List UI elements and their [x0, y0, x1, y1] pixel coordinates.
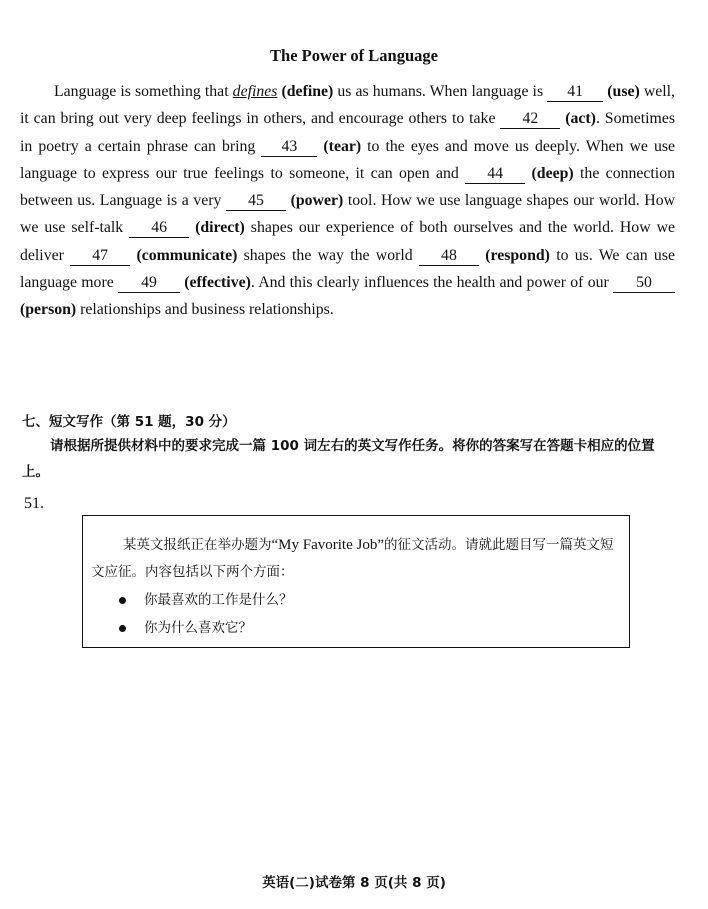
blank-47: 47 — [70, 246, 130, 266]
bullet-icon — [119, 625, 126, 632]
prompt-text: 某英文报纸正在举办题为 — [123, 537, 272, 553]
passage-text: well, it can bring out very deep feelings in others, and encourage others to take — [20, 83, 675, 128]
word-hint: (person) — [20, 301, 77, 319]
section-instruction: 请根据所提供材料中的要求完成一篇 100 词左右的英文写作任务。将你的答案写在答题卡相应的位置上。 — [22, 438, 655, 480]
passage-text: to us. We can use language more — [20, 246, 675, 292]
section-heading: 七、短文写作（第 51 题，30 分） — [22, 414, 236, 430]
passage-text: Language is something that — [54, 83, 233, 100]
list-item — [119, 586, 293, 614]
page-footer: 英语(二)试卷第 8 页(共 8 页) — [262, 875, 446, 891]
prompt-text: 的征文活动。请就此题目写一篇英文短文应征。内容包括以下两个方面： — [91, 537, 614, 580]
bullet-icon — [119, 597, 126, 604]
blank-48: 48 — [419, 246, 479, 266]
passage-body — [20, 78, 675, 324]
passage-title: The Power of Language — [270, 46, 438, 65]
blank-49: 49 — [118, 273, 180, 293]
word-hint: (define) — [281, 83, 334, 100]
example-answer: defines — [232, 83, 278, 100]
passage-text: shapes our experience of both ourselves and the world. How we deliver — [20, 219, 675, 264]
blank-43: 43 — [261, 137, 317, 157]
passage-text: . And this clearly influences the health and power of our — [250, 274, 613, 292]
bullet-text: 你为什么喜欢它？ — [144, 620, 252, 636]
blank-41: 41 — [547, 82, 603, 102]
blank-42: 42 — [500, 109, 560, 129]
passage-text: us as humans. When language is — [333, 83, 548, 100]
word-hint: (deep) — [531, 164, 574, 182]
word-hint: (communicate) — [136, 246, 238, 264]
word-hint: (act) — [565, 110, 596, 128]
writing-prompt — [91, 532, 621, 586]
blank-45: 45 — [226, 191, 286, 211]
word-hint: (respond) — [485, 246, 550, 264]
word-hint: (tear) — [323, 137, 362, 155]
essay-topic: “My Favorite Job” — [271, 537, 384, 553]
word-hint: (effective) — [184, 274, 251, 292]
passage-text: to the eyes and move us deeply. When we use language to express our true feelings to someone, it can open and — [20, 137, 676, 182]
writing-prompt-box — [82, 515, 630, 648]
prompt-bullets — [119, 586, 293, 642]
bullet-text: 你最喜欢的工作是什么？ — [144, 592, 293, 608]
word-hint: (direct) — [195, 219, 245, 237]
passage-text: the connection between us. Language is a very — [20, 164, 675, 210]
question-number: 51. — [24, 495, 44, 512]
word-hint: (power) — [290, 192, 344, 210]
blank-50: 50 — [613, 273, 675, 293]
word-hint: (use) — [607, 83, 640, 100]
passage-text: tool. How we use language shapes our world. How we use self-talk — [20, 192, 675, 237]
passage-text: shapes the way the world — [237, 246, 419, 264]
passage-text: relationships and business relationships. — [76, 301, 334, 319]
blank-46: 46 — [129, 218, 189, 238]
passage-text: . Sometimes in poetry a certain phrase can bring — [20, 110, 675, 155]
list-item — [119, 614, 293, 642]
blank-44: 44 — [465, 164, 525, 184]
